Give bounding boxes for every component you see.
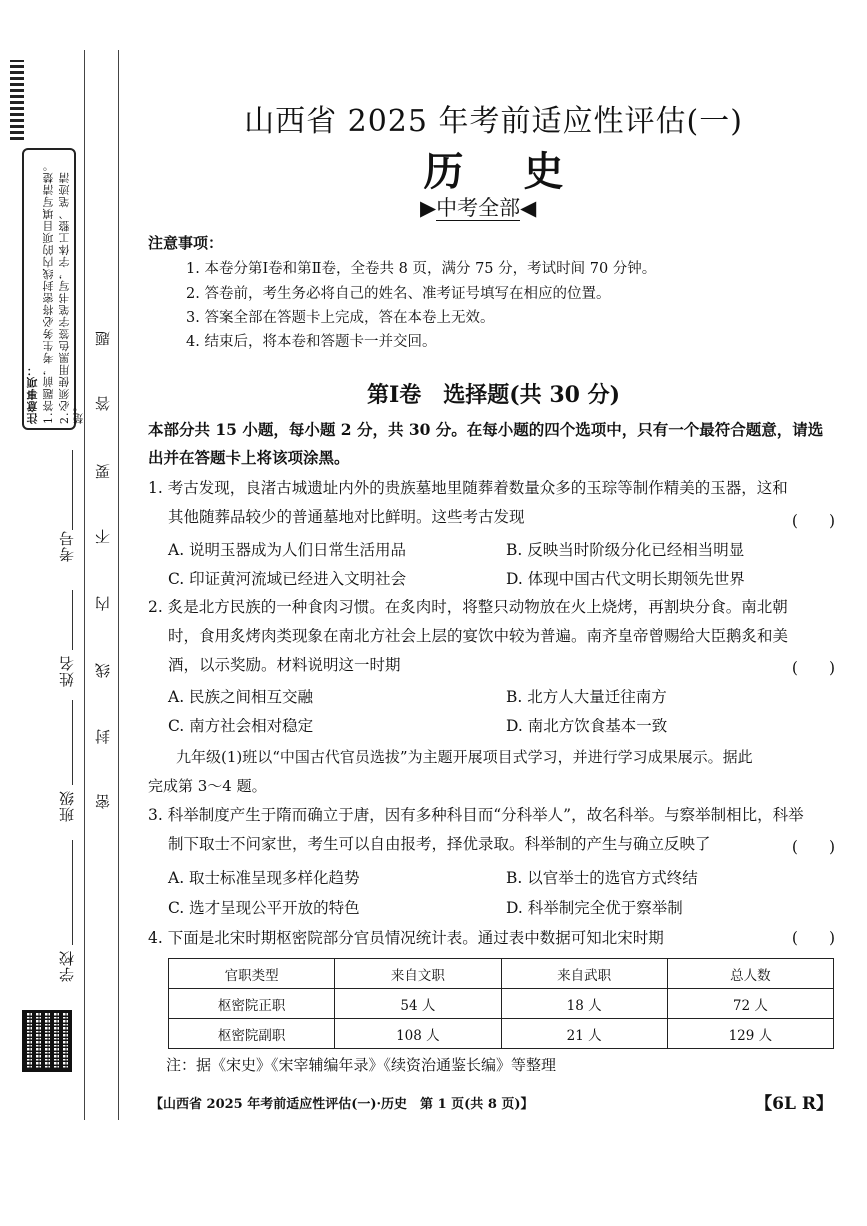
question-1-line2: 其他随葬品较少的普通墓地对比鲜明。这些考古发现 [168,508,525,526]
qr-code-icon [22,1010,72,1072]
table-header-row [169,959,834,989]
table-cell: 21 人 [501,1019,667,1049]
question-1-option-b[interactable]: B. 反映当时阶级分化已经相当明显 [506,541,745,559]
question-3-line1: 3. 科举制度产生于隋而确立于唐，因有多种科目而“分科举人”，故名科举。与察举制相比，科举 [148,806,804,824]
question-3-option-d[interactable]: D. 科举制完全优于察举制 [506,899,683,917]
tag-right-arrow-icon: ◀ [520,196,537,220]
margin-notice-line2: 2.必须使用黑色签字笔书写，字体工整、笔迹清楚。 [58,171,85,424]
table-cell: 枢密院正职 [169,989,335,1019]
question-2-option-b[interactable]: B. 北方人大量迁往南方 [506,688,667,706]
subject-title: 历史 [423,148,624,195]
table-header-cell: 官职类型 [169,959,335,989]
seal-char-6: 封 [94,728,112,744]
question-2-line1: 2. 炙是北方民族的一种食肉习惯。在炙肉时，将整只动物放在火上烧烤，再割块分食。南北朝 [148,598,788,616]
seal-char-5: 线 [94,662,112,678]
context-line2: 完成第 3～4 题。 [148,777,267,795]
stats-table [168,958,834,1049]
paper-code: 【6L R】 [755,1094,833,1114]
seal-char-3: 不 [94,528,112,544]
field-kaohao-label: 考号 [58,530,76,562]
table-row [169,989,834,1019]
question-1-option-a[interactable]: A. 说明玉器成为人们日常生活用品 [168,541,407,559]
question-3-option-b[interactable]: B. 以官举士的选官方式终结 [506,869,698,887]
field-xingming-line[interactable] [72,590,73,650]
context-line1: 九年级(1)班以“中国古代官员选拔”为主题开展项目式学习，并进行学习成果展示。据此 [176,748,753,766]
tag-left-arrow-icon: ▶ [420,196,437,220]
page-footer: 【山西省 2025 年考前适应性评估(一)·历史 第 1 页(共 8 页)】 [150,1097,534,1112]
question-1-option-d[interactable]: D. 体现中国古代文明长期领先世界 [506,570,745,588]
question-2-line2: 时，食用炙烤肉类现象在南北方社会上层的宴饮中较为普遍。南齐皇帝曾赐给大臣鹅炙和美 [168,627,789,645]
table-cell: 18 人 [501,989,667,1019]
seal-char-2: 要 [94,463,112,479]
table-source-note: 注：据《宋史》《宋宰辅编年录》《续资治通鉴长编》等整理 [166,1056,557,1074]
table-cell: 129 人 [667,1019,833,1049]
question-2-stem [148,593,838,680]
table-cell: 108 人 [335,1019,501,1049]
question-3-stem [148,801,838,859]
field-xingming-label: 姓名 [58,655,76,687]
question-4-answer-paren[interactable]: ( ) [791,929,835,947]
question-1-line1: 1. 考古发现，良渚古城遗址内外的贵族墓地里随葬着数量众多的玉琮等制作精美的玉器，这和 [148,479,788,497]
notice-title: 注意事项： [148,234,224,252]
question-3-4-context [148,743,838,801]
question-3-answer-paren[interactable]: ( ) [791,838,835,856]
seal-char-4: 内 [94,595,112,611]
table-cell: 54 人 [335,989,501,1019]
question-4-stem [148,924,838,953]
section-title: 第Ⅰ卷 选择题(共 30 分) [366,382,621,408]
notice-item: 3. 答案全部在答题卡上完成，答在本卷上无效。 [186,310,495,326]
question-2-option-d[interactable]: D. 南北方饮食基本一致 [506,717,668,735]
seal-line [118,50,119,1120]
field-banji-label: 班级 [58,790,76,822]
scope-tag-label: 中考全部 [436,196,521,220]
question-1-stem [148,474,838,532]
table-header-cell: 总人数 [667,959,833,989]
seal-char-0: 题 [94,330,112,346]
table-row [169,1019,834,1049]
binding-marks [10,60,24,140]
question-4-line1: 4. 下面是北宋时期枢密院部分官员情况统计表。通过表中数据可知北宋时期 [148,929,664,947]
section-intro: 本部分共 15 小题，每小题 2 分，共 30 分。在每小题的四个选项中，只有一个最符合题意，请选出并在答题卡上将该项涂黑。 [148,420,824,467]
question-3-line2: 制下取士不问家世，考生可以自由报考，择优录取。科举制的产生与确立反映了 [168,835,711,853]
notice-item: 4. 结束后，将本卷和答题卡一并交回。 [186,334,437,350]
scope-tag [420,192,536,222]
exam-title: 山西省 2025 年考前适应性评估(一) [244,104,743,139]
question-2-line3: 酒，以示奖励。材料说明这一时期 [168,656,401,674]
question-3-option-c[interactable]: C. 选才呈现公平开放的特色 [168,899,360,917]
field-kaohao-line[interactable] [72,450,73,530]
seal-char-7: 密 [94,793,112,809]
question-2-option-c[interactable]: C. 南方社会相对稳定 [168,717,314,735]
question-1-answer-paren[interactable]: ( ) [791,512,835,530]
field-xuexiao-line[interactable] [72,840,73,945]
question-1-option-c[interactable]: C. 印证黄河流域已经进入文明社会 [168,570,407,588]
field-xuexiao-label: 学校 [58,950,76,982]
table-cell: 72 人 [667,989,833,1019]
question-2-answer-paren[interactable]: ( ) [791,659,835,677]
table-header-cell: 来自文职 [335,959,501,989]
margin-notice-line1: 1.答题前，考生务必将密封线内的项目填写清楚。 [42,159,55,424]
question-3-option-a[interactable]: A. 取士标准呈现多样化趋势 [168,869,360,887]
table-header-cell: 来自武职 [501,959,667,989]
margin-notice-box [22,148,85,430]
table-cell: 枢密院副职 [169,1019,335,1049]
question-2-option-a[interactable]: A. 民族之间相互交融 [168,688,314,706]
margin-notice-label: 注意事项： [26,364,39,424]
seal-char-1: 答 [94,395,112,411]
notice-item: 2. 答卷前，考生务必将自己的姓名、准考证号填写在相应的位置。 [186,286,611,302]
notice-item: 1. 本卷分第Ⅰ卷和第Ⅱ卷，全卷共 8 页，满分 75 分，考试时间 70 分钟。 [186,261,657,277]
field-banji-line[interactable] [72,700,73,785]
